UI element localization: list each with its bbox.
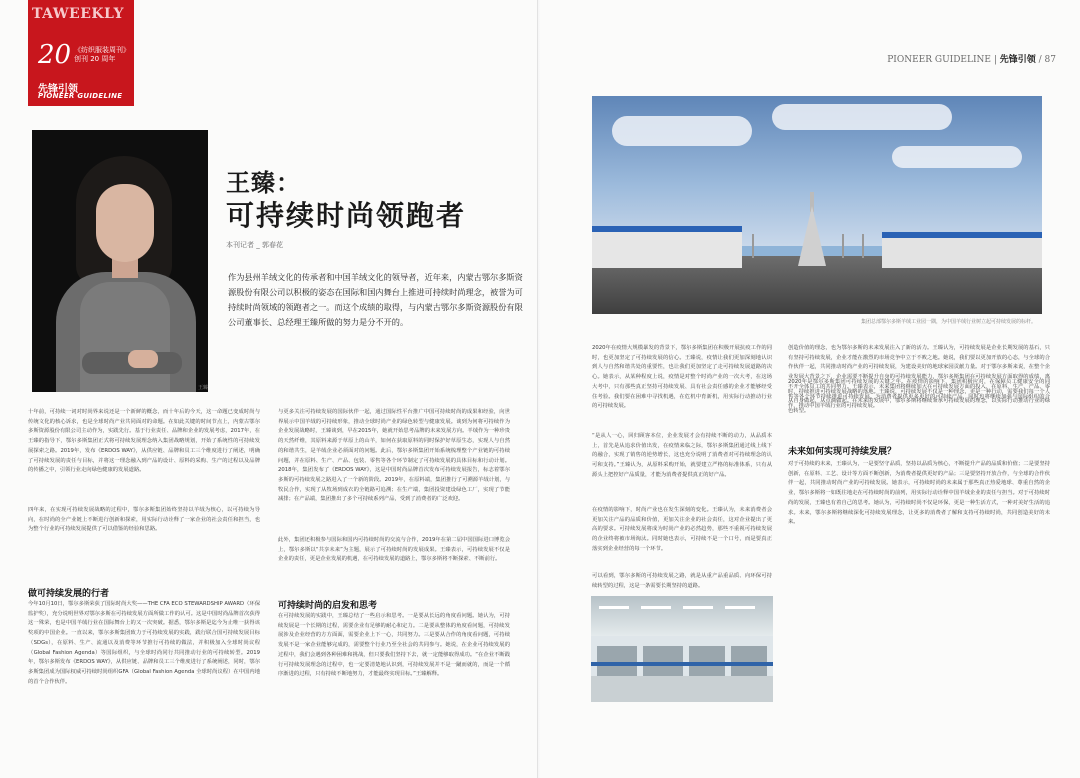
body-column-2-mid xyxy=(278,536,510,588)
hero-caption: 集团总部鄂尔多斯羊绒工业园一隅，为中国羊绒行业树立起可持续发展的标杆。 xyxy=(860,319,1036,325)
running-head: PIONEER GUIDELINE | 先锋引领 / 87 xyxy=(887,55,1056,65)
body-paragraph: 可以看到，鄂尔多斯的可持续发展之路，就是从重产品重品质、向环保可持续转型的过程，这是一条需要长期坚持的道路。 xyxy=(592,573,772,589)
subhead-1: 做可持续发展的行者 xyxy=(28,589,110,599)
left-page xyxy=(0,0,538,778)
body-column-3-lower xyxy=(592,506,772,570)
body-paragraph: 此外，集团还积极参与国际和国内可持续时尚的交流与合作，2019年在第二届中国国际进口博览会上，鄂尔多斯以“共享未来”为主题，展示了可持续时尚的发展成果。王臻表示，可持续发展不仅是企业的责任，更是企业发展的机遇，在可持续发展的道路上，鄂尔多斯将不断探索、不断前行。 xyxy=(278,537,510,563)
portrait-caption: 王臻 xyxy=(198,385,209,391)
body-paragraph: 今年10月10日，鄂尔多斯荣获了国际时尚大奖——THE CFA ECO STEWARDSHIP AWARD（环保监护奖），充分说明世界对鄂尔多斯在可持续发展方面所做工作的认可。这是中国时尚品牌首次获得这一殊荣，也是中国羊绒行业在国际舞台上的又一次突破。据悉，鄂尔多斯是迄今为止唯一获得该奖项的中国企业。一直以来，鄂尔多斯集团致力于可持续发展的实践，践行联合国可持续发展目标（SDGs），在原料、生产、流通以及消费等环节推行可持续的做法，并积极加入全球时尚议程（Global Fashion Agenda）等国际组织，与全球时尚同行共同推动行业的可持续转型。2019年，鄂尔多斯发布《ERDOS WAY》，从供应链、品牌和员工三个维度进行了系统阐述，同时，鄂尔多斯集团成为国际权威可持续时尚组织GFA（Global Fashion Agenda 全球时尚议程）在中国内地的首个合作伙伴。 xyxy=(28,601,260,685)
subhead-2: 可持续时尚的启发和思考 xyxy=(278,601,378,611)
body-paragraph: “是从人一心，回归顾客本位，企业发展才会有持续不断的动力，从品质本上，首先是从追求价值出发，在疫情来临之际，鄂尔多斯集团通过线上线下的融合，实现了销售的逆势增长，这也充分说明了消费者对可持续理念的认可和支持。”王臻认为，从原料采购开始，就要建立严格的标准体系，只有从源头上把控好产品质量，才能为消费者提供真正的好产品。 xyxy=(592,433,772,478)
hero-photo-industrial-park xyxy=(592,96,1042,314)
running-head-cn: 先锋引领 xyxy=(999,55,1036,65)
body-paragraph: 在可持续发展的实践中，王臻总结了一些启示和思考。一是要从长远的角度看问题。她认为，可持续发展是一个长期的过程，需要企业有足够的耐心和定力。二是要从整体的角度看问题，可持续发展涉及企业经营的方方面面，需要企业上下一心，共同努力。三是要从合作的角度看问题，可持续发展不是一家企业能够完成的，需要整个行业乃至全社会的共同参与。她说，在企业可持续发展的过程中，我们会遇到各种困难和挑战，但只要我们坚持下去，就一定能够取得成功。“在企业不断践行可持续发展理念的过程中，也一定要清楚地认识到，可持续发展并不是一蹴而就的，而是一个循序渐进的过程，只有持续不断地努力，才能最终实现目标。”王臻解释。 xyxy=(278,613,510,678)
headline-subtitle: 可持续时尚领跑者 xyxy=(226,199,467,232)
headline xyxy=(226,168,466,234)
portrait-photo xyxy=(32,130,208,392)
body-paragraph: 创造价值的理念，也为鄂尔多斯的未来发展注入了新的活力。王臻认为，可持续发展是企业长期发展的基石，只有坚持可持续发展，企业才能在激烈的市场竞争中立于不败之地。她说，我们要以更加开放的心态，与全球的合作伙伴一起，共同推动时尚产业的可持续发展，为建设美好的地球家园贡献力量。对于鄂尔多斯来说，在整个企业发展大背景之下，企业需要不断提升自身的可持续发展能力，鄂尔多斯集团在可持续发展方面取得的成绩，离不开全体员工的共同努力。王臻表示，未来集团将继续加大在可持续发展方面的投入，在原料、生产、产品、零售等各个环节持续推进可持续发展，为消费者提供更多更好的可持续产品，同时也将继续加强与国际组织的合作，推动中国羊绒行业的可持续发展。 xyxy=(788,345,1050,410)
body-column-2-top xyxy=(278,408,510,548)
body-column-3-end xyxy=(592,572,772,592)
column-name-en: PIONEER GUIDELINE xyxy=(38,92,123,100)
headline-name: 王臻： xyxy=(226,169,301,197)
byline: 本刊记者 _ 郭春花 xyxy=(226,241,283,249)
body-paragraph: 在疫情的影响下，时尚产业也在发生深刻的变化。王臻认为，未来消费者会更加关注产品的品质和价值，更加关注企业的社会责任，这对企业提出了更高的要求。可持续发展将成为时尚产业的必然趋势，那些不重视可持续发展的企业终将被市场淘汰。同时她也表示，可持续不是一个口号，而是要真正落实到企业经营的每一个环节。 xyxy=(592,507,772,552)
body-paragraph: 十年前，可持续一词对时尚界来说还是一个新鲜的概念，而十年后的今天，这一命题已变成时尚与传统文化的核心诉求，也是全球时尚产业共同面对的命题。在如此关键的时间节点上，内蒙古鄂尔多斯资源股份有限公司主动作为，实践先行。基于行业责任、品牌和企业的发展考虑，2017年，在王臻的指导下，鄂尔多斯集团正式将可持续发展理念纳入集团战略规划，开始了系统性的可持续发展探索之路。2019年，发布《ERDOS WAY》，从供应链、品牌和员工三个维度进行了阐述，明确了可持续发展的责任与目标，并将这一理念融入到产品的设计、原料的采购、生产的过程以及品牌的传播之中，引领行业走向绿色健康的发展道路。 xyxy=(28,409,260,474)
anniversary-text: 《纺织服装周刊》创刊 20 周年 xyxy=(74,46,130,63)
column-name-cn: 先锋引领 xyxy=(38,84,78,95)
masthead-title: TAWEEKLY xyxy=(32,6,124,22)
page-number: 87 xyxy=(1044,55,1056,65)
body-paragraph: 与更多关注可持续发展的国际伙伴一起，通过国际性平台推广中国可持续时尚的成果和经验，向世界展示中国羊绒的可持续形象，推动全球时尚产业的绿色转型与健康发展。谈到为何将可持续作为企业发展战略时，王臻谈到，早在2015年，她就开始思考品牌的未来发展方向。羊绒作为一种珍贵的天然纤维，其原料来源于草原上的山羊，如何在获取原料的同时保护好草原生态，实现人与自然的和谐共生，是羊绒企业必须面对的问题。此后，鄂尔多斯集团开始系统梳理整个产业链的可持续问题，并在原料、生产、产品、包装、零售等各个环节制定了可持续发展的具体目标和行动计划。2018年，集团发布了《ERDOS WAY》，这是中国时尚品牌首次发布可持续发展报告，标志着鄂尔多斯的可持续发展之路进入了一个新的阶段。2019年，在原料端，集团推行了可溯源羊绒计划，与牧民合作，实现了从牧场到成衣的全链路可追溯；在生产端，集团投资建设绿色工厂，实现了节能减排；在产品端，集团推出了多个可持续系列产品，受到了消费者的广泛欢迎。 xyxy=(278,409,510,503)
body-paragraph: 对于可持续的未来，王臻认为，一是要坚守品质，坚持以品质为核心，不断提升产品的品质和价值；二是要坚持创新，在原料、工艺、设计等方面不断创新，为消费者提供更好的产品；三是要坚持开放合作，与全球的合作伙伴一起，共同推动时尚产业的可持续发展。她表示，可持续时尚的未来属于那些真正热爱地球、尊重自然的企业，鄂尔多斯将一如既往地走在可持续时尚的前列，用实际行动诠释中国羊绒企业的责任与担当。对于可持续时尚的发展，王臻也有着自己的思考。她认为，可持续时尚不仅是环保，更是一种生活方式，一种对美好生活的追求。未来，鄂尔多斯将继续深化可持续发展理念，让更多的消费者了解和支持可持续时尚，共同创造美好的未来。 xyxy=(788,461,1050,526)
body-column-4-bottom xyxy=(788,460,1050,764)
body-paragraph: 2020年是鄂尔多斯集团可持续发展的关键之年。在疫情的影响下，集团积极应对，在保障员工健康安全的同时，持续推进可持续发展战略的落地。王臻说，可持续发展不仅是一种理念，更是一种行动，需要我们每一个人从自身做起，从点滴做起。在未来的发展中，鄂尔多斯将继续秉承可持续发展的理念，以实际行动推动行业的绿色转型。 xyxy=(788,379,1050,415)
body-column-1-mid xyxy=(28,506,260,582)
body-column-2-bottom xyxy=(278,612,510,768)
body-paragraph: 四年来，在实现可持续发展战略的过程中，鄂尔多斯集团始终坚持以羊绒为核心，以可持续为导向，在时尚的全产业链上不断进行创新和探索，用实际行动诠释了一家企业的社会责任和担当，也为整个行业的可持续发展提供了可以借鉴的经验和思路。 xyxy=(28,507,260,533)
body-column-3-mid xyxy=(592,432,772,502)
anniversary-number: 20 xyxy=(38,40,72,70)
factory-photo xyxy=(591,596,773,702)
body-paragraph: 2020年在疫情大规模暴发的背景下，鄂尔多斯集团在积极开展抗疫工作的同时，也更加坚定了可持续发展的信心。王臻说，疫情让我们更加深刻地认识到人与自然和谐共处的重要性，也让我们更加坚定了走可持续发展道路的决心。她表示，从某种程度上说，疫情是对整个时尚产业的一次大考，在这场大考中，只有那些真正坚持可持续发展、具有社会责任感的企业才能够经受住考验。我们要在困难中寻找机遇，在危机中育新机，用实际行动推动行业的可持续发展。 xyxy=(592,345,772,410)
article-deck: 作为县州羊绒文化的传承者和中国羊绒文化的领导者，近年来，内蒙古鄂尔多斯资源股份有限公司以积极的姿态在国际和国内舞台上推进可持续时尚理念，被誉为可持续时尚领域的领跑者之一。而这个成绩的取得，与内蒙古鄂尔多斯资源股份有限公司董事长、总经理王臻所做的努力是分不开的。 xyxy=(228,272,523,327)
body-column-1-bottom xyxy=(28,600,260,768)
body-column-4-upper xyxy=(788,378,1050,430)
subhead-3: 未来如何实现可持续发展？ xyxy=(788,447,897,457)
running-head-en: PIONEER GUIDELINE xyxy=(887,55,991,65)
masthead xyxy=(28,0,134,106)
